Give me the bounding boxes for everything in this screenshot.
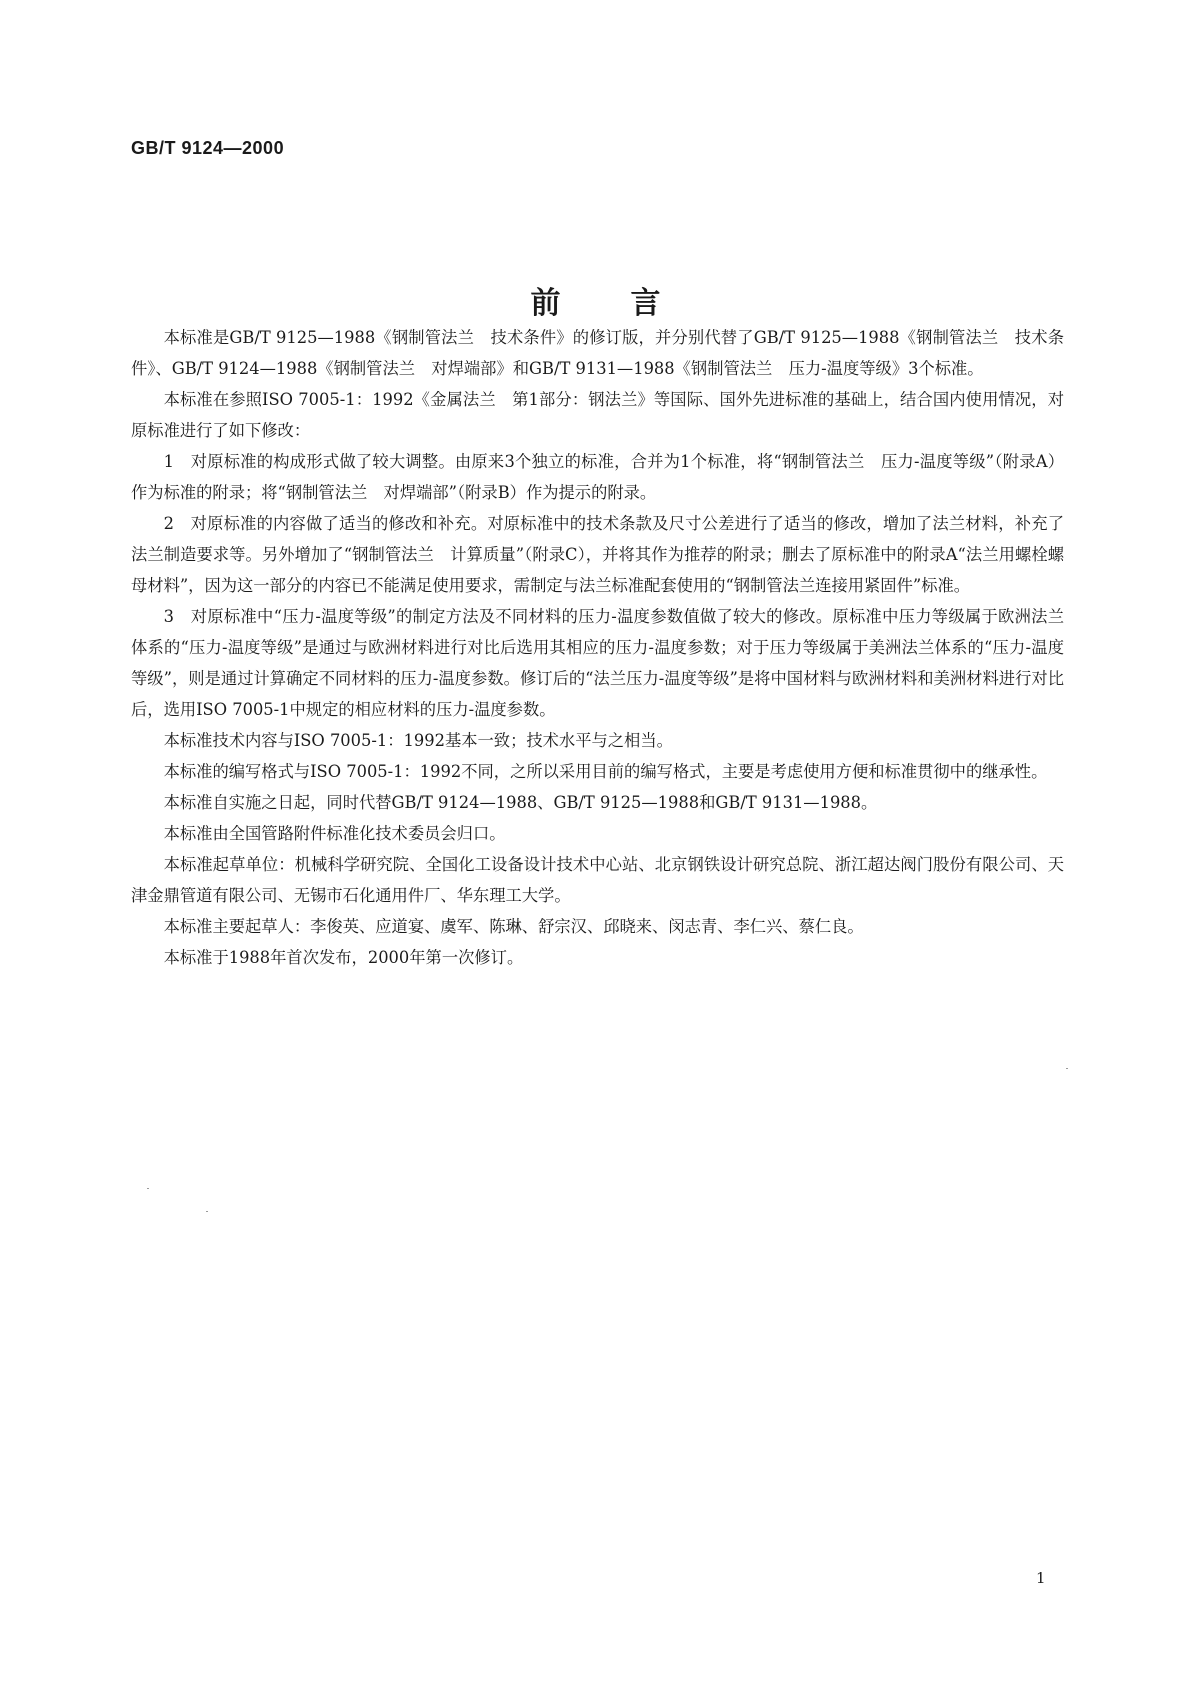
paragraph-change-3: 3 对原标准中“压力-温度等级”的制定方法及不同材料的压力-温度参数值做了较大的修改。原标准中压力等级属于欧洲法兰体系的“压力-温度等级”是通过与欧洲材料进行对比后选用其相应的压力-温度参数；对于压力等级属于美洲法兰体系的“压力-温度等级”，则是通过计算确定不同材料的压力-温度参数。修订后的“法兰压力-温度等级”是将中国材料与欧洲材料和美洲材料进行对比后，选用ISO 7005-1中规定的相应材料的压力-温度参数。: [131, 607, 1064, 719]
paragraph-format: 本标准的编写格式与ISO 7005-1：1992不同，之所以采用目前的编写格式，主要是考虑使用方便和标准贯彻中的继承性。: [163, 762, 1048, 781]
foreword-body: [131, 322, 1064, 973]
paragraph-revision-note: 本标准是GB/T 9125—1988《钢制管法兰 技术条件》的修订版，并分别代替了GB/T 9125—1988《钢制管法兰 技术条件》、GB/T 9124—1988《钢制管法兰 对焊端部》和GB/T 9131—1988《钢制管法兰 压力-温度等级》3个标准。: [131, 328, 1064, 378]
scan-speck: [147, 1188, 149, 1189]
paragraph-reference-basis: 本标准在参照ISO 7005-1：1992《金属法兰 第1部分：钢法兰》等国际、国外先进标准的基础上，结合国内使用情况，对原标准进行了如下修改：: [131, 390, 1064, 440]
paragraph-technical-level: 本标准技术内容与ISO 7005-1：1992基本一致；技术水平与之相当。: [163, 731, 673, 750]
paragraph-drafters: 本标准主要起草人：李俊英、应道宴、虞军、陈琳、舒宗汉、邱晓来、闵志青、李仁兴、蔡仁良。: [163, 917, 864, 936]
paragraph-replacement: 本标准自实施之日起，同时代替GB/T 9124—1988、GB/T 9125—1988和GB/T 9131—1988。: [163, 793, 878, 812]
scan-speck: [206, 1211, 208, 1212]
paragraph-change-2: 2 对原标准的内容做了适当的修改和补充。对原标准中的技术条款及尺寸公差进行了适当的修改，增加了法兰材料，补充了法兰制造要求等。另外增加了“钢制管法兰 计算质量”（附录C），并将其作为推荐的附录；删去了原标准中的附录A“法兰用螺栓螺母材料”，因为这一部分的内容已不能满足使用要求，需制定与法兰标准配套使用的“钢制管法兰连接用紧固件”标准。: [131, 514, 1064, 595]
page-number: 1: [1036, 1569, 1046, 1587]
paragraph-change-1: 1 对原标准的构成形式做了较大调整。由原来3个独立的标准，合并为1个标准，将“钢制管法兰 压力-温度等级”（附录A）作为标准的附录；将“钢制管法兰 对焊端部”（附录B）作为提示的附录。: [131, 452, 1064, 502]
standard-code-header: GB/T 9124—2000: [131, 138, 285, 158]
page-title: 前言: [530, 286, 731, 322]
scan-speck: [1066, 1068, 1068, 1069]
paragraph-committee: 本标准由全国管路附件标准化技术委员会归口。: [163, 824, 506, 843]
paragraph-publication-history: 本标准于1988年首次发布，2000年第一次修订。: [163, 948, 524, 967]
paragraph-drafting-units: 本标准起草单位：机械科学研究院、全国化工设备设计技术中心站、北京钢铁设计研究总院、浙江超达阀门股份有限公司、天津金鼎管道有限公司、无锡市石化通用件厂、华东理工大学。: [131, 855, 1064, 905]
